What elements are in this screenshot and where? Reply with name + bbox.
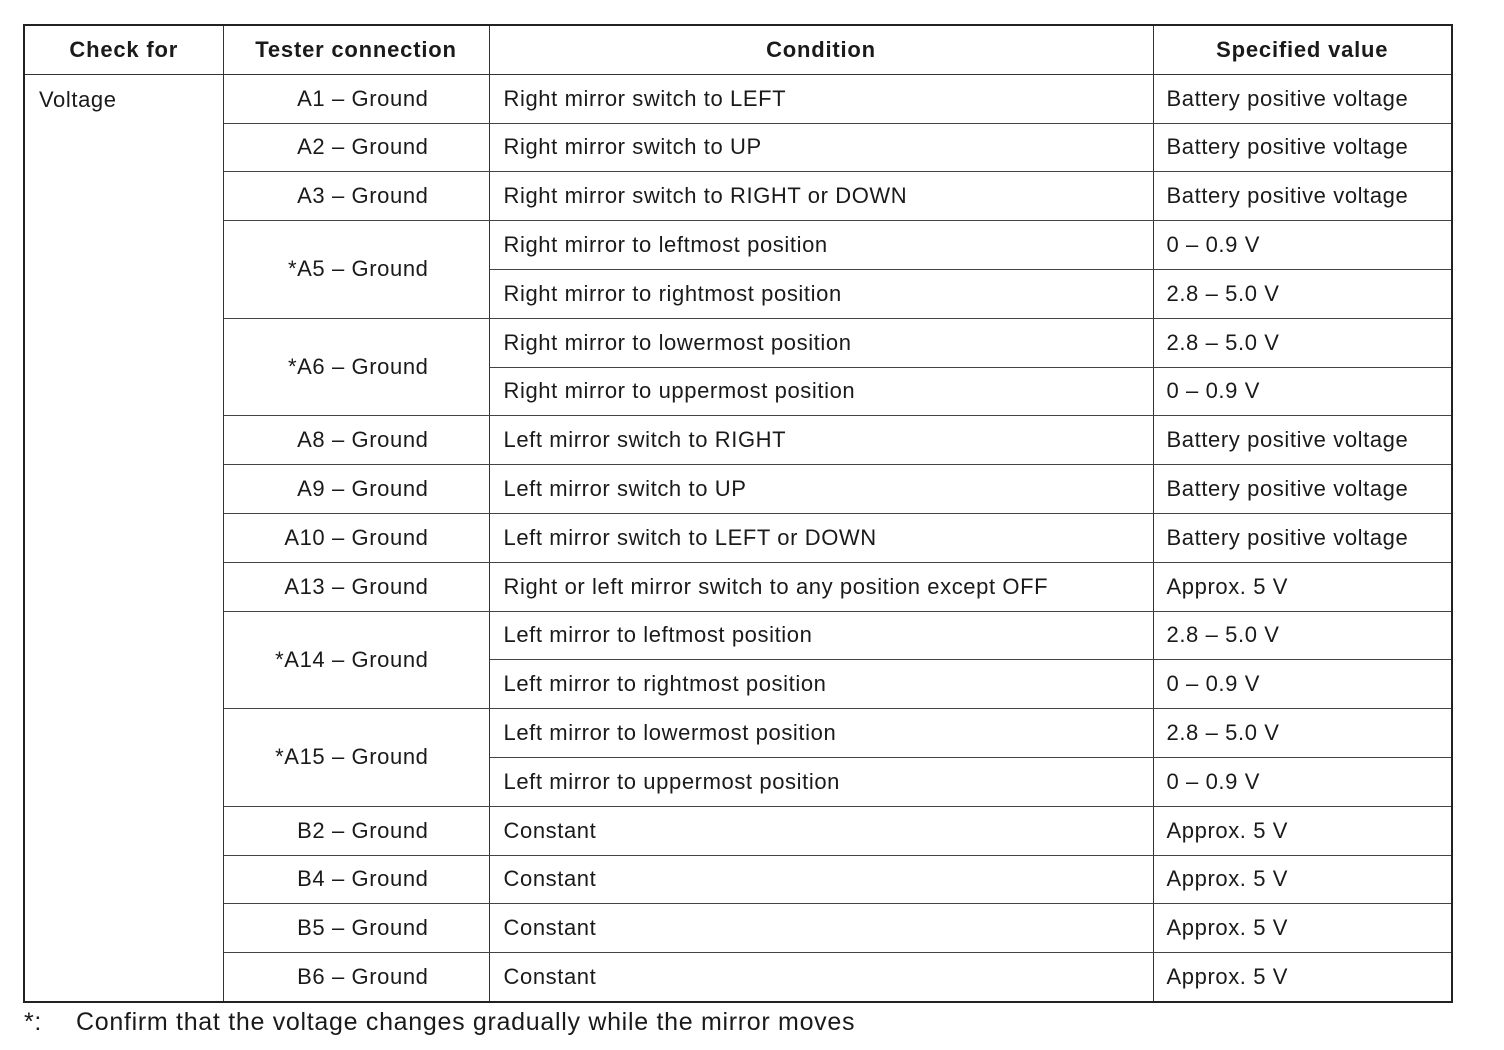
specified-value-cell: 2.8 – 5.0 V bbox=[1153, 611, 1452, 660]
specified-value-cell: Approx. 5 V bbox=[1153, 953, 1452, 1002]
specified-value-cell: 2.8 – 5.0 V bbox=[1153, 269, 1452, 318]
specified-value-cell: 0 – 0.9 V bbox=[1153, 660, 1452, 709]
condition-cell: Right mirror to lowermost position bbox=[489, 318, 1153, 367]
table-row bbox=[24, 318, 1452, 367]
table-row bbox=[24, 221, 1452, 270]
condition-cell: Right mirror to rightmost position bbox=[489, 269, 1153, 318]
header-row bbox=[24, 25, 1452, 74]
header-tester-connection: Tester connection bbox=[223, 25, 489, 74]
tester-connection-cell: B4 – Ground bbox=[223, 855, 489, 904]
tester-connection-cell: A13 – Ground bbox=[223, 562, 489, 611]
header-check-for: Check for bbox=[24, 25, 223, 74]
condition-cell: Right mirror switch to RIGHT or DOWN bbox=[489, 172, 1153, 221]
specified-value-cell: Battery positive voltage bbox=[1153, 74, 1452, 123]
tester-connection-cell: A2 – Ground bbox=[223, 123, 489, 172]
table-row bbox=[24, 465, 1452, 514]
specified-value-cell: Approx. 5 V bbox=[1153, 806, 1452, 855]
condition-cell: Right mirror switch to UP bbox=[489, 123, 1153, 172]
footnote-text: Confirm that the voltage changes gradually while the mirror moves bbox=[76, 1008, 856, 1036]
specified-value-cell: Battery positive voltage bbox=[1153, 465, 1452, 514]
condition-cell: Left mirror to rightmost position bbox=[489, 660, 1153, 709]
condition-cell: Right mirror to uppermost position bbox=[489, 367, 1153, 416]
condition-cell: Left mirror switch to RIGHT bbox=[489, 416, 1153, 465]
condition-cell: Right mirror switch to LEFT bbox=[489, 74, 1153, 123]
footnote bbox=[24, 1008, 855, 1037]
tester-connection-cell: A3 – Ground bbox=[223, 172, 489, 221]
condition-cell: Constant bbox=[489, 953, 1153, 1002]
specified-value-cell: Battery positive voltage bbox=[1153, 416, 1452, 465]
check-for-cell: Voltage bbox=[24, 74, 223, 1002]
table-row bbox=[24, 172, 1452, 221]
specified-value-cell: 2.8 – 5.0 V bbox=[1153, 709, 1452, 758]
tester-connection-cell: B6 – Ground bbox=[223, 953, 489, 1002]
condition-cell: Left mirror switch to LEFT or DOWN bbox=[489, 513, 1153, 562]
tester-connection-cell: *A6 – Ground bbox=[223, 318, 489, 416]
footnote-mark: *: bbox=[24, 1008, 43, 1036]
specified-value-cell: 0 – 0.9 V bbox=[1153, 757, 1452, 806]
condition-cell: Constant bbox=[489, 855, 1153, 904]
table-row bbox=[24, 562, 1452, 611]
table-row bbox=[24, 806, 1452, 855]
specified-value-cell: 0 – 0.9 V bbox=[1153, 221, 1452, 270]
condition-cell: Left mirror to lowermost position bbox=[489, 709, 1153, 758]
table-row bbox=[24, 416, 1452, 465]
specified-value-cell: Battery positive voltage bbox=[1153, 172, 1452, 221]
tester-connection-cell: A10 – Ground bbox=[223, 513, 489, 562]
specified-value-cell: 2.8 – 5.0 V bbox=[1153, 318, 1452, 367]
table-row bbox=[24, 953, 1452, 1002]
tester-connection-cell: A1 – Ground bbox=[223, 74, 489, 123]
condition-cell: Right or left mirror switch to any position except OFF bbox=[489, 562, 1153, 611]
table-row bbox=[24, 74, 1452, 123]
tester-connection-cell: *A14 – Ground bbox=[223, 611, 489, 709]
header-specified-value: Specified value bbox=[1153, 25, 1452, 74]
table-row bbox=[24, 123, 1452, 172]
condition-cell: Constant bbox=[489, 806, 1153, 855]
specified-value-cell: Approx. 5 V bbox=[1153, 904, 1452, 953]
tester-connection-cell: *A15 – Ground bbox=[223, 709, 489, 807]
tester-connection-cell: B5 – Ground bbox=[223, 904, 489, 953]
table-row bbox=[24, 855, 1452, 904]
tester-connection-cell: A8 – Ground bbox=[223, 416, 489, 465]
tester-connection-cell: *A5 – Ground bbox=[223, 221, 489, 319]
condition-cell: Left mirror to leftmost position bbox=[489, 611, 1153, 660]
voltage-spec-table bbox=[23, 24, 1453, 1003]
table-row bbox=[24, 904, 1452, 953]
tester-connection-cell: A9 – Ground bbox=[223, 465, 489, 514]
condition-cell: Constant bbox=[489, 904, 1153, 953]
specified-value-cell: Battery positive voltage bbox=[1153, 513, 1452, 562]
condition-cell: Left mirror switch to UP bbox=[489, 465, 1153, 514]
table-row bbox=[24, 611, 1452, 660]
table-row bbox=[24, 709, 1452, 758]
tester-connection-cell: B2 – Ground bbox=[223, 806, 489, 855]
specified-value-cell: 0 – 0.9 V bbox=[1153, 367, 1452, 416]
condition-cell: Right mirror to leftmost position bbox=[489, 221, 1153, 270]
header-condition: Condition bbox=[489, 25, 1153, 74]
specified-value-cell: Approx. 5 V bbox=[1153, 855, 1452, 904]
specified-value-cell: Approx. 5 V bbox=[1153, 562, 1452, 611]
table-row bbox=[24, 513, 1452, 562]
condition-cell: Left mirror to uppermost position bbox=[489, 757, 1153, 806]
specified-value-cell: Battery positive voltage bbox=[1153, 123, 1452, 172]
